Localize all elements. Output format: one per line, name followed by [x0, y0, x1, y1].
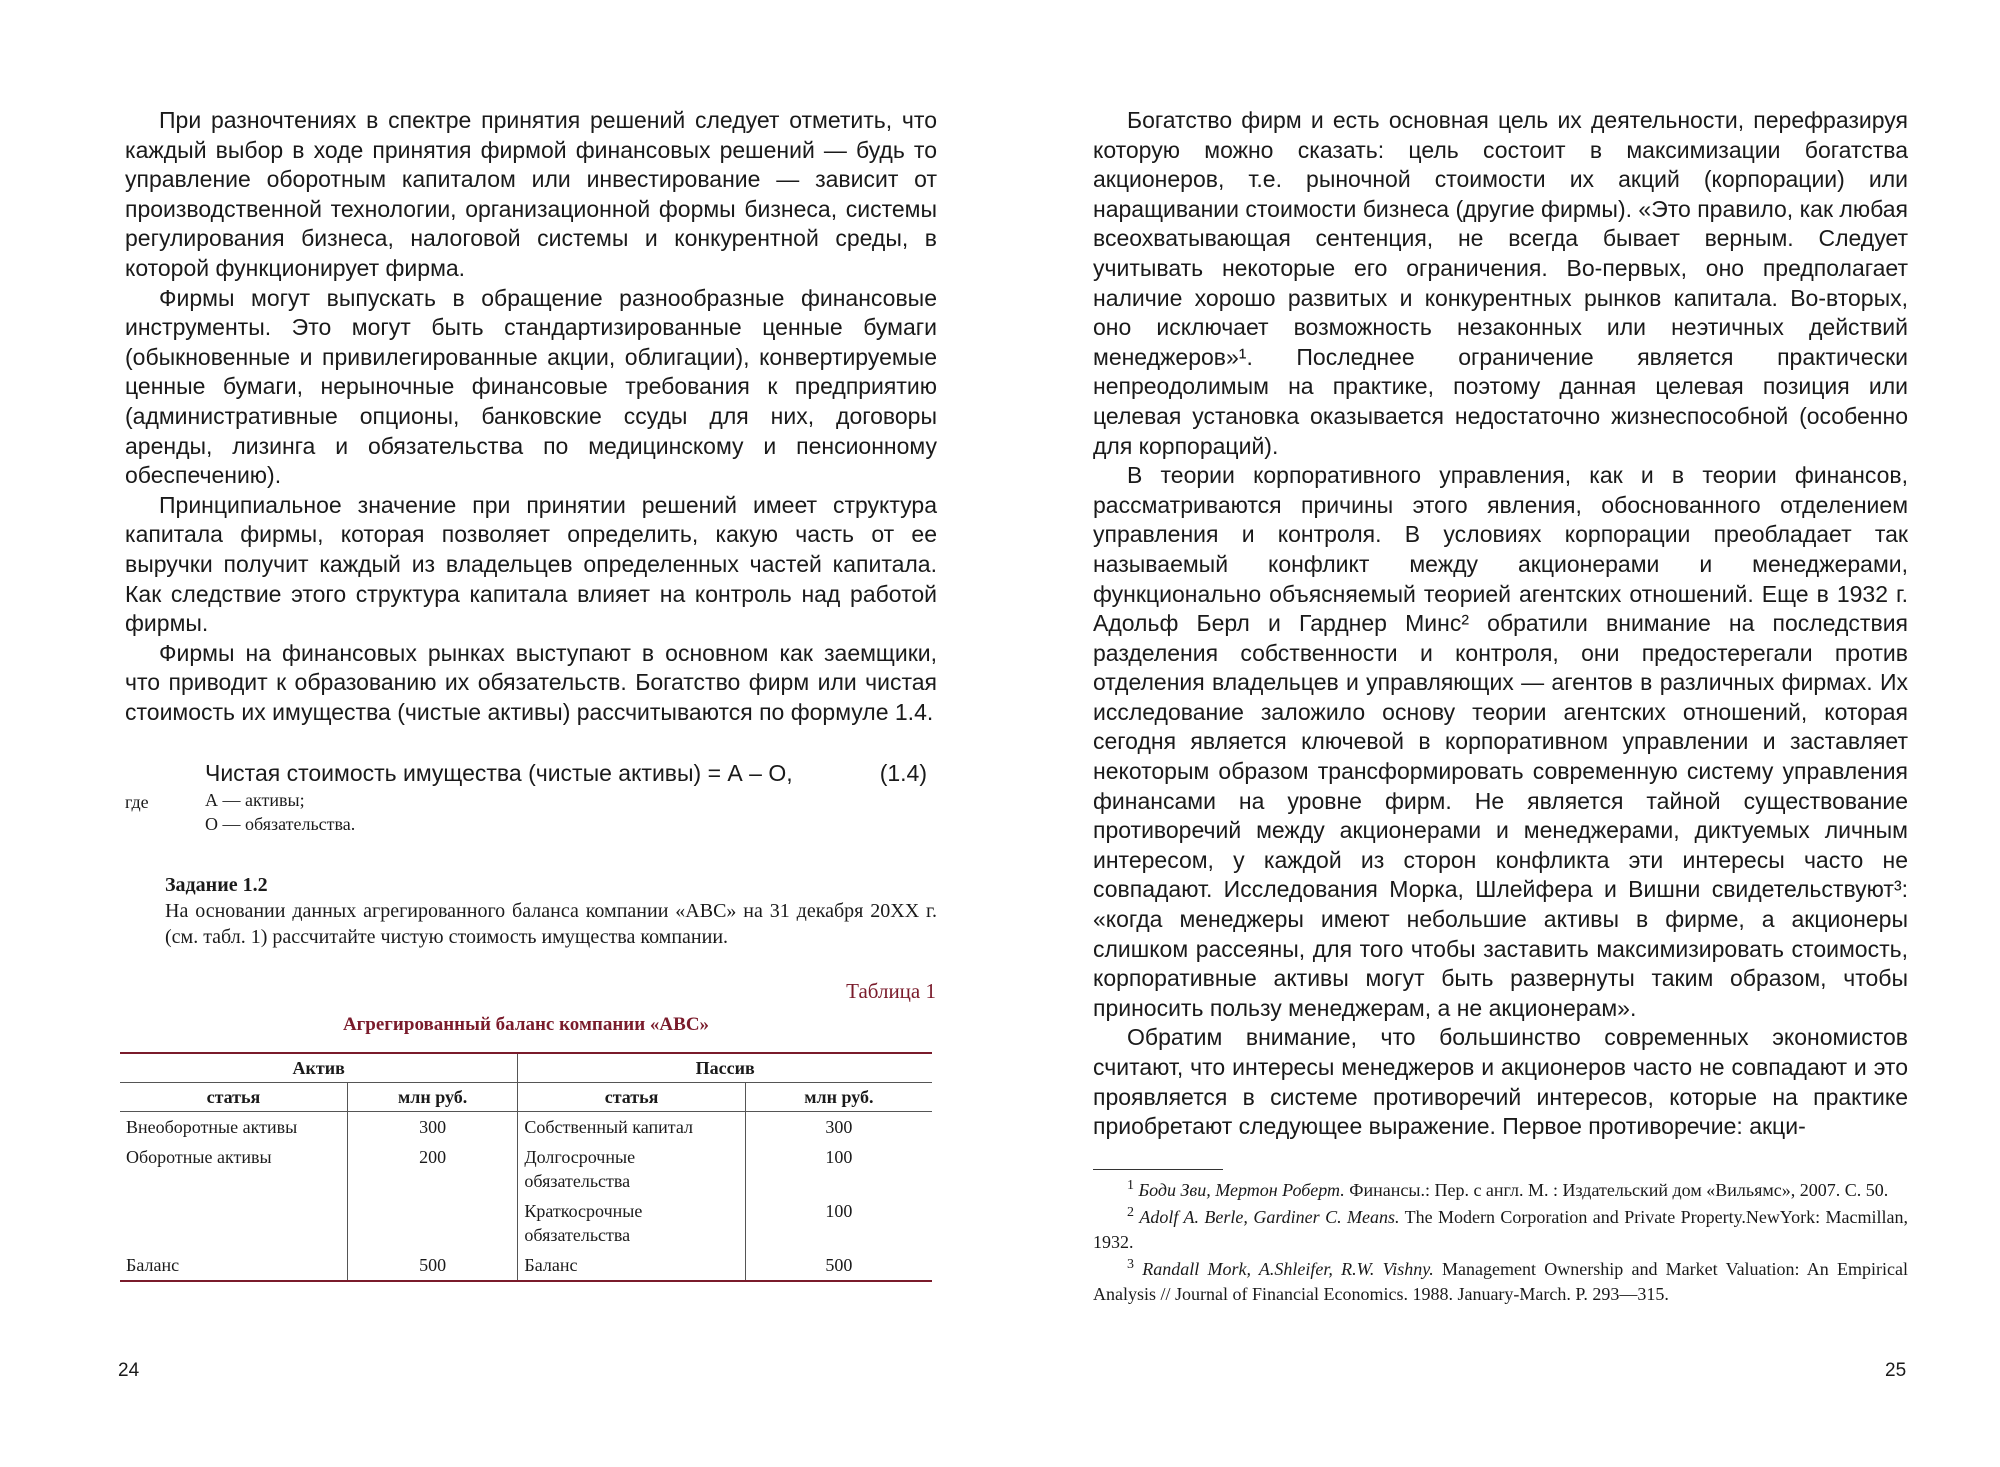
table-cell: 500: [347, 1250, 518, 1281]
column-header: млн руб.: [347, 1083, 518, 1112]
footnote: [1093, 1257, 1908, 1307]
where-label: где: [125, 792, 149, 812]
paragraph: Фирмы на финансовых рынках выступают в основном как заемщики, что приводит к образованию их обязательств. Богатство фирм или чистая стоимость их имущества (чистые активы) рассчитываются по формуле 1.4.: [125, 639, 937, 725]
right-body-text: [1093, 106, 1908, 1142]
footnotes: [1093, 1178, 1908, 1309]
footnote-text: Management Ownership and Market Valuation: An Empirical Analysis // Journal of Financial Economics. 1988. January-March. P. 293—315.: [1093, 1259, 1908, 1304]
formula-line: [125, 760, 937, 790]
formula-number: (1.4): [879, 760, 927, 786]
group-header-liability: Пассив: [518, 1053, 932, 1083]
formula-text: Чистая стоимость имущества (чистые активы) = А – О,: [205, 760, 793, 786]
table-row: [120, 1196, 932, 1250]
table-cell: 100: [745, 1142, 932, 1196]
column-header: млн руб.: [745, 1083, 932, 1112]
where-term: О — обязательства.: [205, 814, 356, 834]
table-column-header-row: [120, 1083, 932, 1112]
footnote: [1093, 1205, 1908, 1255]
task-title: Задание 1.2: [165, 874, 268, 896]
table-cell: Долгосрочные обязательства: [518, 1142, 745, 1196]
footnote-number: 1: [1127, 1178, 1134, 1193]
table-row: [120, 1142, 932, 1196]
table-cell: Оборотные активы: [126, 1147, 272, 1167]
column-header: статья: [120, 1083, 347, 1112]
table-cell: 300: [347, 1112, 518, 1143]
table-cell: Баланс: [120, 1250, 347, 1281]
column-header: статья: [518, 1083, 745, 1112]
table-cell: 100: [745, 1196, 932, 1250]
footnote-number: 2: [1127, 1205, 1134, 1220]
paragraph: Богатство фирм и есть основная цель их деятельности, перефразируя которую можно сказать: цель состоит в максимизации богатства акционеров, т.е. рыночной стоимости их акций (корпорации) или наращивании стоимости бизнеса (другие фирмы). «Это правило, как любая всеохватывающая сентенция, не всегда бывает верным. Следует учитывать некоторые его ограничения. Во-первых, оно предполагает наличие хорошо развитых и конкурентных рынков капитала. Во-вторых, оно исключает возможность незаконных или неэтичных действий менеджеров»¹. Последнее ограничение является практически непреодолимым на практике, поэтому данная целевая позиция или целевая установка оказывается недостаточно жизнеспособной (особенно для корпораций).: [1093, 107, 1908, 459]
table-cell: Баланс: [518, 1250, 745, 1281]
table-group-header-row: [120, 1053, 932, 1083]
left-body-text: [125, 106, 937, 727]
task-text: На основании данных агрегированного баланса компании «АВС» на 31 декабря 20XX г. (см. табл. 1) рассчитайте чистую стоимость имущества компании.: [165, 900, 937, 948]
footnote: [1093, 1178, 1908, 1203]
footnote-text: The Modern Corporation and Private Property.NewYork: Macmillan, 1932.: [1093, 1207, 1908, 1252]
table-cell: 200: [347, 1142, 518, 1196]
group-header-asset: Актив: [120, 1053, 518, 1083]
paragraph: При разночтениях в спектре принятия решений следует отметить, что каждый выбор в ходе принятия фирмой финансовых решений — будь то управление оборотным капиталом или инвестирование — зависит от производственной технологии, организационной формы бизнеса, системы регулирования бизнеса, налоговой системы и конкурентной среды, в которой функционирует фирма.: [125, 107, 937, 281]
table-cell: [120, 1196, 347, 1250]
where-term: А — активы;: [205, 790, 305, 810]
table-row: [120, 1112, 932, 1143]
paragraph: Фирмы могут выпускать в обращение разнообразные финансовые инструменты. Это могут быть стандартизированные ценные бумаги (обыкновенные и привилегированные акции, облигации), конвертируемые ценные бумаги, нерыночные финансовые требования к предприятию (административные опционы, банковские ссуды для них, договоры аренды, лизинга и обязательства по медицинскому и пенсионному обеспечению).: [125, 284, 937, 489]
table-cell: Краткосрочные обязательства: [518, 1196, 745, 1250]
paragraph: Обратим внимание, что большинство современных экономистов считают, что интересы менеджеров и акционеров часто не совпадают и это проявляется в системе противоречий интересов, которые на практике приобретают следующее выражение. Первое противоречие: акци-: [1093, 1024, 1908, 1140]
balance-table: [120, 1052, 932, 1282]
table-cell: Собственный капитал: [518, 1112, 745, 1143]
page-number: 25: [1885, 1360, 1907, 1381]
formula-block: [125, 760, 937, 838]
table-title: Агрегированный баланс компании «АВС»: [342, 1014, 710, 1035]
table-caption: Таблица 1: [846, 979, 936, 1003]
paragraph: В теории корпоративного управления, как и в теории финансов, рассматриваются причины этого явления, обоснованного отделением управления и контроля. В условиях корпорации преобладает так называемый конфликт между акционерами и менеджерами, функционально объясняемый теорией агентских отношений. Еще в 1932 г. Адольф Берл и Гарднер Минс² обратили внимание на последствия разделения собственности и контроля, они предостерегали против отделения владельцев и управляющих — агентов в различных фирмах. Их исследование заложило основу теории агентских отношений, которая сегодня является ключевой в корпоративном управлении и заставляет некоторым образом трансформировать современную систему управления финансами на уровне фирм. Не является тайной существование противоречий между акционерами и менеджерами, диктуемых личным интересом, у каждой из сторон конфликта эти интересы часто не совпадают. Исследования Морка, Шлейфера и Вишни свидетельствуют³: «когда менеджеры имеют небольшие активы в фирме, а акционеры слишком рассеяны, для того чтобы заставить максимизировать стоимость, корпоративные активы могут быть развернуты таким образом, чтобы приносить пользу менеджерам, а не акционерам».: [1093, 462, 1908, 1021]
footnote-authors: Adolf A. Berle, Gardiner C. Means.: [1139, 1207, 1400, 1227]
page-number: 24: [118, 1360, 140, 1381]
table-row: [120, 1250, 932, 1281]
table-cell: [347, 1196, 518, 1250]
task-block: [165, 872, 937, 950]
table-cell: 300: [745, 1112, 932, 1143]
formula-where-1: [125, 790, 937, 814]
footnote-authors: Randall Mork, A.Shleifer, R.W. Vishny.: [1142, 1259, 1434, 1279]
table-cell: Внеоборотные активы: [126, 1117, 298, 1137]
table-cell: 500: [745, 1250, 932, 1281]
footnote-divider: [1093, 1169, 1223, 1170]
formula-where-2: [125, 814, 937, 838]
paragraph: Принципиальное значение при принятии решений имеет структура капитала фирмы, которая позволяет определить, какую часть от ее выручки получит каждый из владельцев определенных частей капитала. Как следствие этого структура капитала влияет на контроль над работой фирмы.: [125, 491, 937, 637]
footnote-text: Финансы.: Пер. с англ. М. : Издательский дом «Вильямс», 2007. С. 50.: [1344, 1180, 1889, 1200]
right-page: [1000, 0, 2000, 1467]
footnote-number: 3: [1127, 1257, 1134, 1272]
footnote-authors: Боди Зви, Мертон Роберт.: [1138, 1180, 1345, 1200]
